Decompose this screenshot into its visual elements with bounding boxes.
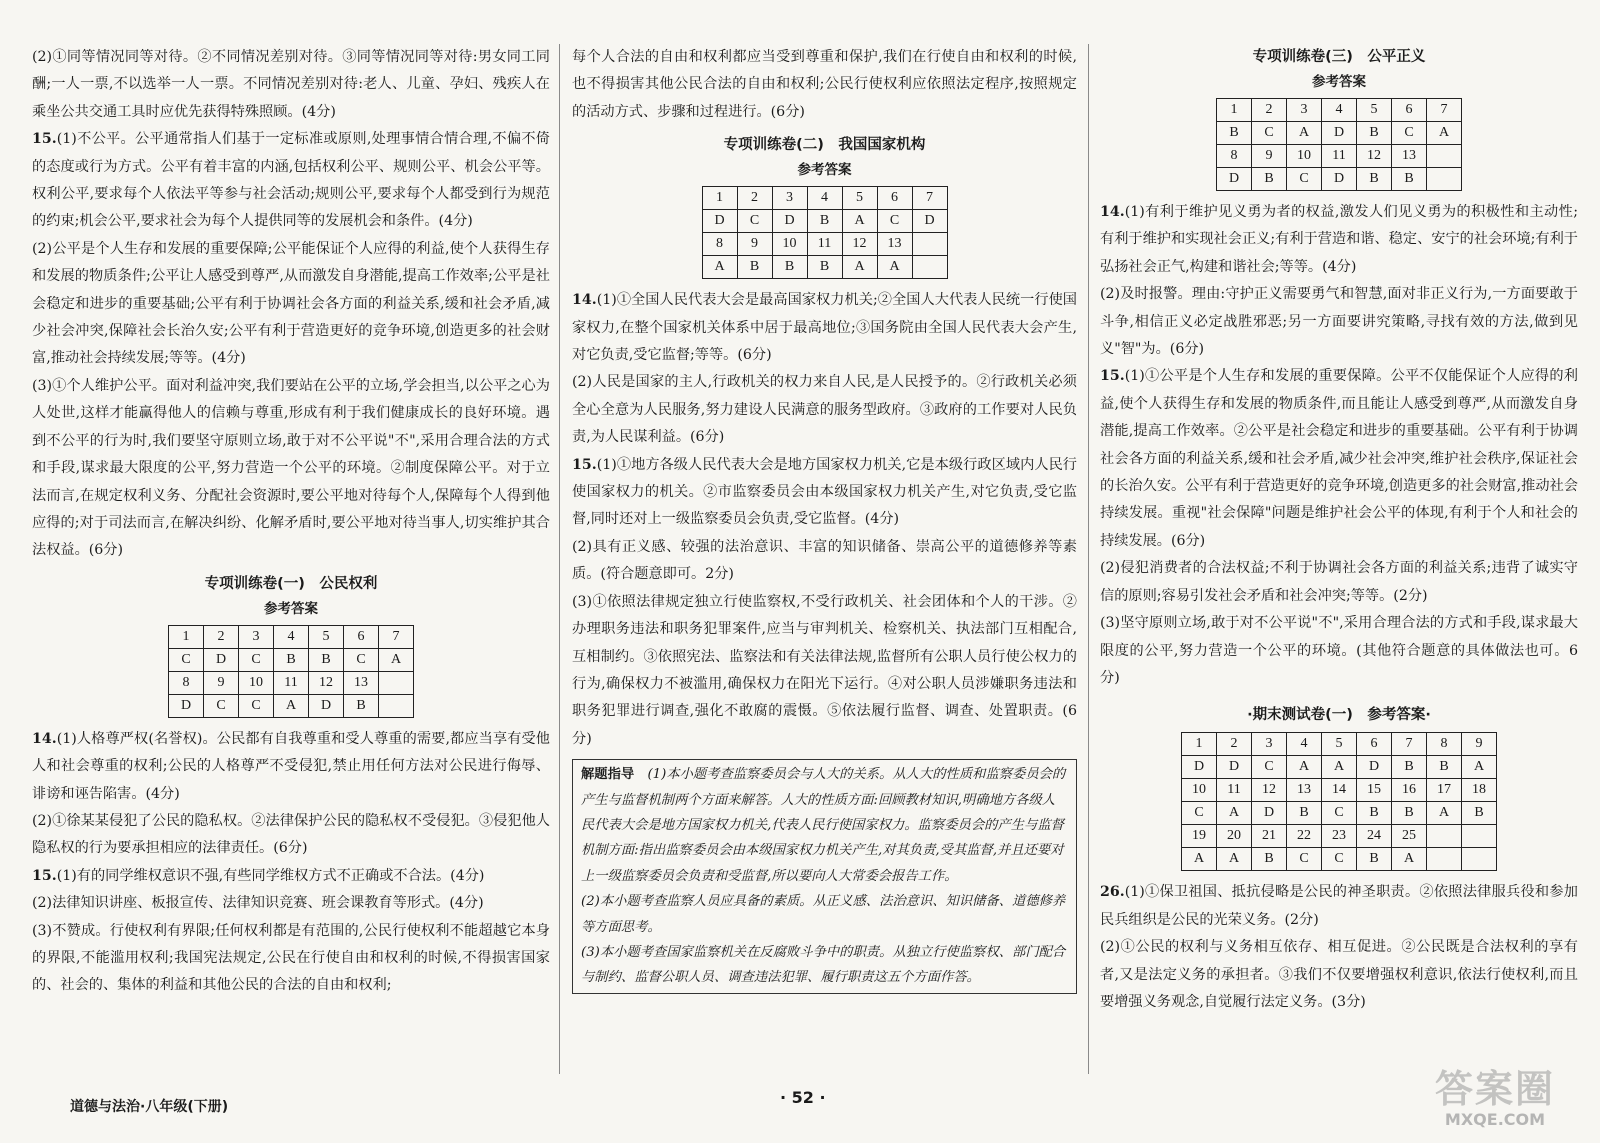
table-cell: A <box>842 256 877 279</box>
table-cell: B <box>737 256 772 279</box>
table-cell: B <box>1462 802 1497 825</box>
question-15 <box>1100 363 1578 555</box>
table-cell: 11 <box>274 671 309 694</box>
section-title: 专项训练卷(三) 公平正义 <box>1252 49 1426 65</box>
table-cell <box>1427 145 1462 168</box>
table-cell: B <box>807 256 842 279</box>
table-row <box>1182 779 1497 802</box>
table-cell: 11 <box>1217 779 1252 802</box>
table-cell: 8 <box>702 233 737 256</box>
table-row <box>1182 848 1497 871</box>
table-cell: 11 <box>1322 145 1357 168</box>
table-cell <box>1427 825 1462 848</box>
table-cell: 21 <box>1252 825 1287 848</box>
table-cell: C <box>344 648 379 671</box>
table-cell <box>1462 825 1497 848</box>
table-row <box>1182 802 1497 825</box>
table-cell: 19 <box>1182 825 1217 848</box>
paragraph: (2)及时报警。理由:守护正义需要勇气和智慧,面对非正义行为,一方面要敢于斗争,相信正义必定战胜邪恶;另一方面要讲究策略,寻找有效的方法,做到见义"智"为。(6分) <box>1100 286 1578 358</box>
table-row <box>1182 825 1497 848</box>
table-cell: A <box>1427 802 1462 825</box>
table-cell: 5 <box>842 187 877 210</box>
table-cell: A <box>1287 756 1322 779</box>
guide-paragraph: (2)本小题考查监察人员应具备的素质。从正义感、法治意识、知识储备、道德修养等方面思考。 <box>581 894 1066 935</box>
table-cell: A <box>1462 756 1497 779</box>
table-cell: C <box>737 210 772 233</box>
table-cell: 24 <box>1357 825 1392 848</box>
table-cell: 11 <box>807 233 842 256</box>
paragraph: (2)①同等情况同等对待。②不同情况差别对待。③同等情况同等对待:男女同工同酬;一人一票,不以选举一人一票。不同情况差别对待:老人、儿童、孕妇、残疾人在乘坐公共交通工具时应优先获得特殊照顾。(4分) <box>32 49 550 120</box>
column-left <box>32 44 550 1000</box>
table-cell: 8 <box>1427 733 1462 756</box>
table-cell: D <box>1217 168 1252 191</box>
table-cell: B <box>1392 756 1427 779</box>
table-row <box>169 694 414 717</box>
table-row <box>169 671 414 694</box>
table-cell: B <box>344 694 379 717</box>
table-cell: 12 <box>1252 779 1287 802</box>
paragraph: (3)①个人维护公平。面对利益冲突,我们要站在公平的立场,学会担当,以公平之心为人处世,这样才能赢得他人的信赖与尊重,形成有利于我们健康成长的良好环境。遇到不公平的行为时,我们要坚守原则立场,敢于对不公平说"不",采用合理合法的方式和手段,谋求最大限度的公平,努力营造一个公平的环境。②制度保障公平。对于立法而言,在规定权利义务、分配社会资源时,要公平地对待每个人,保障每个人得到他应得的;对于司法而言,在解决纠纷、化解矛盾时,要公平地对待当事人,切实维护其合法权益。(6分) <box>32 377 550 559</box>
table-cell: 18 <box>1462 779 1497 802</box>
table-cell <box>912 256 947 279</box>
table-cell: 9 <box>1462 733 1497 756</box>
table-cell <box>379 694 414 717</box>
table-cell: D <box>702 210 737 233</box>
table-cell: 15 <box>1357 779 1392 802</box>
table-cell: 1 <box>702 187 737 210</box>
table-cell: 10 <box>239 671 274 694</box>
table-cell: C <box>169 648 204 671</box>
table-row <box>169 648 414 671</box>
table-cell: B <box>1357 848 1392 871</box>
table-cell: C <box>1252 756 1287 779</box>
table-cell: 14 <box>1322 779 1357 802</box>
table-cell: D <box>1252 802 1287 825</box>
table-cell: A <box>1322 756 1357 779</box>
table-cell: 3 <box>1287 99 1322 122</box>
paragraph: (3)不赞成。行使权利有界限;任何权利都是有范围的,公民行使权利不能超越它本身的界限,不能滥用权利;我国宪法规定,公民在行使自由和权利的时候,不得损害国家的、社会的、集体的利益和其他公民的合法的自由和权利; <box>32 922 550 994</box>
table-row <box>1217 122 1462 145</box>
table-cell: C <box>1287 168 1322 191</box>
table-cell: C <box>239 648 274 671</box>
table-cell: 6 <box>1357 733 1392 756</box>
section-subtitle: 参考答案 <box>797 162 852 179</box>
table-cell: 23 <box>1322 825 1357 848</box>
answer-text: (1)有的同学维权意识不强,有些同学维权方式不正确或不合法。(4分) <box>56 867 485 884</box>
table-cell: 9 <box>737 233 772 256</box>
watermark-logo: 答案圈 <box>1434 1067 1555 1111</box>
table-cell: 1 <box>1217 99 1252 122</box>
table-cell: D <box>309 694 344 717</box>
table-cell: 7 <box>1392 733 1427 756</box>
section-title: 专项训练卷(一) 公民权利 <box>204 575 378 592</box>
table-cell <box>1462 848 1497 871</box>
table-cell: 9 <box>204 671 239 694</box>
table-cell: 16 <box>1392 779 1427 802</box>
question-26 <box>1100 879 1578 934</box>
table-cell: D <box>912 210 947 233</box>
answer-text: (1)①公平是个人生存和发展的重要保障。公平不仅能保证个人应得的利益,使个人获得生存和发展的物质条件,而且能让人感受到尊严,从而激发自身潜能,提高工作效率。②公平是社会稳定和进步的重要基础。公平有利于协调社会各方面的利益关系,缓和社会矛盾,减少社会冲突,维护社会秩序,保证社会的长治久安。公平有利于营造更好的竞争环境,创造更多的社会财富,推动社会持续发展。重视"社会保障"问题是维护社会公平的体现,有利于个人和社会的持续发展。(6分) <box>1100 368 1578 549</box>
answer-text: (1)①全国人民代表大会是最高国家权力机关;②全国人大代表人民统一行使国家权力,在整个国家机关体系中居于最高地位;③国务院由全国人民代表大会产生,对它负责,受它监督;等等。(6分) <box>572 292 1077 364</box>
table-cell: 8 <box>169 671 204 694</box>
paragraph: (2)①徐某某侵犯了公民的隐私权。②法律保护公民的隐私权不受侵犯。③侵犯他人隐私权的行为要承担相应的法律责任。(6分) <box>32 812 550 857</box>
table-cell: B <box>1357 122 1392 145</box>
table-cell: D <box>1322 168 1357 191</box>
paragraph: (2)人民是国家的主人,行政机关的权力来自人民,是人民授予的。②行政机关必须全心全意为人民服务,努力建设人民满意的服务型政府。③政府的工作要对人民负责,为人民谋利益。(6分) <box>572 374 1077 446</box>
question-number: 15. <box>32 131 57 148</box>
table-cell: B <box>772 256 807 279</box>
answer-text: (1)有利于维护见义勇为者的权益,激发人们见义勇为的积极性和主动性;有利于维护和实现社会正义;有利于营造和谐、稳定、安宁的社会环境;有利于弘扬社会正气,构建和谐社会;等等。(4分) <box>1100 204 1578 275</box>
table-cell: D <box>1182 756 1217 779</box>
table-cell: B <box>1392 802 1427 825</box>
table-cell: B <box>1357 802 1392 825</box>
table-cell <box>379 671 414 694</box>
question-15 <box>32 863 550 890</box>
table-cell: 6 <box>1392 99 1427 122</box>
table-cell: 13 <box>1392 145 1427 168</box>
table-cell: B <box>1357 168 1392 191</box>
question-14 <box>32 726 550 808</box>
table-cell: 4 <box>1287 733 1322 756</box>
answer-table <box>1181 732 1497 871</box>
question-14 <box>1100 199 1578 281</box>
table-cell: B <box>807 210 842 233</box>
table-cell: 2 <box>1217 733 1252 756</box>
table-cell: C <box>1182 802 1217 825</box>
table-cell: 13 <box>1287 779 1322 802</box>
table-cell <box>912 233 947 256</box>
table-cell: 4 <box>1322 99 1357 122</box>
paragraph: (2)法律知识讲座、板报宣传、法律知识竞赛、班会课教育等形式。(4分) <box>32 895 484 912</box>
table-cell: 4 <box>274 625 309 648</box>
guide-text: (1)本小题考查监察委员会与人大的关系。从人大的性质和监察委员会的产生与监督机制两个方面来解答。人大的性质方面:回顾教材知识,明确地方各级人民代表大会是地方国家权力机关,代表人民行使国家权力。监察委员会的产生与监督机制方面:指出监察委员会由本级国家权力机关产生,对其负责,受其监督,并且还要对上一级监察委员会负责和受监督,所以要向人大常委会报告工作。 <box>581 767 1066 884</box>
question-number: 14. <box>32 730 57 747</box>
table-cell: 5 <box>1357 99 1392 122</box>
table-row <box>1217 99 1462 122</box>
table-cell: A <box>1427 122 1462 145</box>
table-cell: 2 <box>737 187 772 210</box>
guide-paragraph: (3)本小题考查国家监察机关在反腐败斗争中的职责。从独立行使监察权、部门配合与制约、监督公职人员、调查违法犯罪、履行职责这五个方面作答。 <box>581 944 1066 986</box>
answer-text: (1)人格尊严权(名誉权)。公民都有自我尊重和受人尊重的需要,都应当享有受他人和社会尊重的权利;公民的人格尊严不受侵犯,禁止用任何方法对公民进行侮辱、诽谤和诬告陷害。(4分) <box>32 730 550 802</box>
book-title-footer: 道德与法治·八年级(下册) <box>70 1099 229 1115</box>
table-cell: B <box>274 648 309 671</box>
section-subtitle: 参考答案 <box>264 600 318 617</box>
table-cell: A <box>1392 848 1427 871</box>
table-cell: B <box>1287 802 1322 825</box>
table-row <box>702 233 947 256</box>
answer-text: (1)①地方各级人民代表大会是地方国家权力机关,它是本级行政区域内人民行使国家权力的机关。②市监察委员会由本级国家权力机关产生,对它负责,受它监督,同时还对上一级监察委员会负责,受它监督。(4分) <box>572 456 1077 528</box>
watermark <box>1420 1068 1570 1129</box>
table-cell: B <box>1217 122 1252 145</box>
question-number: 15. <box>32 867 57 884</box>
page-number: · 52 · <box>780 1088 826 1107</box>
table-cell: 5 <box>309 625 344 648</box>
question-number: 14. <box>572 292 597 309</box>
table-cell: D <box>1217 756 1252 779</box>
table-cell: D <box>169 694 204 717</box>
paragraph: (3)坚守原则立场,敢于对不公平说"不",采用合理合法的方式和手段,谋求最大限度的公平,努力营造一个公平的环境。(其他符合题意的具体做法也可。6分) <box>1100 615 1578 686</box>
table-cell: 12 <box>1357 145 1392 168</box>
table-cell: B <box>309 648 344 671</box>
table-cell: A <box>702 256 737 279</box>
table-row <box>1217 145 1462 168</box>
table-cell: 6 <box>344 625 379 648</box>
table-cell: 1 <box>1182 733 1217 756</box>
table-cell: 9 <box>1252 145 1287 168</box>
answer-table <box>1216 98 1462 191</box>
section-subtitle: 参考答案 <box>1312 74 1366 90</box>
table-cell: 17 <box>1427 779 1462 802</box>
question-number: 14. <box>1100 204 1125 220</box>
answer-table <box>702 186 948 279</box>
table-cell: 5 <box>1322 733 1357 756</box>
table-cell: 3 <box>772 187 807 210</box>
table-cell: 10 <box>1287 145 1322 168</box>
table-cell: D <box>1322 122 1357 145</box>
table-cell: 25 <box>1392 825 1427 848</box>
table-cell: D <box>204 648 239 671</box>
table-cell: 22 <box>1287 825 1322 848</box>
question-number: 26. <box>1100 884 1125 901</box>
paragraph: (3)①依照法律规定独立行使监察权,不受行政机关、社会团体和个人的干涉。②办理职务违法和职务犯罪案件,应当与审判机关、检察机关、执法部门互相配合,互相制约。③依照宪法、监察法和有关法律法规,监督所有公职人员行使公权力的行为,确保权力不被滥用,确保权力在阳光下运行。④对公职人员涉嫌职务违法和职务犯罪进行调查,强化不敢腐的震慑。⑤依法履行监督、调查、处置职责。(6分) <box>572 593 1077 747</box>
table-row <box>169 625 414 648</box>
table-cell: A <box>274 694 309 717</box>
table-cell: 1 <box>169 625 204 648</box>
answer-text: (1)不公平。公平通常指人们基于一定标准或原则,处理事情合情合理,不偏不倚的态度或行为方式。公平有着丰富的内涵,包括权利公平、规则公平、机会公平等。权利公平,要求每个人依法平等参与社会活动;规则公平,要求每个人都受到行为规范的约束;机会公平,要求社会为每个人提供同等的发展机会和条件。(4分) <box>32 131 550 230</box>
answer-table <box>168 625 414 718</box>
table-cell: 7 <box>379 625 414 648</box>
table-row <box>702 210 947 233</box>
table-cell <box>1427 848 1462 871</box>
question-15 <box>32 126 550 236</box>
table-cell: A <box>842 210 877 233</box>
table-cell: 10 <box>772 233 807 256</box>
question-number: 15. <box>572 456 597 473</box>
table-cell: A <box>1217 848 1252 871</box>
table-cell: 7 <box>1427 99 1462 122</box>
table-row <box>1182 756 1497 779</box>
table-cell: C <box>1392 122 1427 145</box>
paragraph: 每个人合法的自由和权利都应当受到尊重和保护,我们在行使自由和权利的时候,也不得损害其他公民合法的自由和权利;公民行使权利应依照法定程序,按照规定的活动方式、步骤和过程进行。(6分) <box>572 49 1077 120</box>
paragraph: (2)侵犯消费者的合法权益;不利于协调社会各方面的利益关系;违背了诚实守信的原则;容易引发社会矛盾和社会冲突;等等。(2分) <box>1100 560 1578 604</box>
table-cell: 3 <box>1252 733 1287 756</box>
table-cell: A <box>877 256 912 279</box>
table-cell: B <box>1252 848 1287 871</box>
table-cell: A <box>379 648 414 671</box>
table-cell: C <box>204 694 239 717</box>
section-title: ·期末测试卷(一) 参考答案· <box>1247 707 1431 724</box>
section-title: 专项训练卷(二) 我国国家机构 <box>723 137 926 154</box>
table-cell: 13 <box>877 233 912 256</box>
table-cell: 10 <box>1182 779 1217 802</box>
table-cell: D <box>1357 756 1392 779</box>
question-15 <box>572 452 1077 534</box>
paragraph: (2)公平是个人生存和发展的重要保障;公平能保证个人应得的利益,使个人获得生存和发展的物质条件;公平让人感受到尊严,从而激发自身潜能,提高工作效率;公平是社会稳定和进步的重要基础;公平有利于协调社会各方面的利益关系,缓和社会矛盾,减少社会冲突,保障社会长治久安;公平有利于营造更好的竞争环境,创造更多的社会财富,推动社会持续发展;等等。(4分) <box>32 240 550 367</box>
table-cell: C <box>1322 848 1357 871</box>
table-cell: 12 <box>842 233 877 256</box>
table-cell: 2 <box>1252 99 1287 122</box>
table-row <box>1217 168 1462 191</box>
table-cell: D <box>772 210 807 233</box>
table-cell: 20 <box>1217 825 1252 848</box>
guide-label: 解题指导 <box>581 767 635 783</box>
table-row <box>702 187 947 210</box>
table-cell: 7 <box>912 187 947 210</box>
question-14 <box>572 287 1077 369</box>
solution-guide-box <box>572 759 1077 994</box>
table-cell: A <box>1217 802 1252 825</box>
table-cell: C <box>1252 122 1287 145</box>
table-cell: 6 <box>877 187 912 210</box>
table-cell: 4 <box>807 187 842 210</box>
table-cell: A <box>1287 122 1322 145</box>
table-cell: C <box>239 694 274 717</box>
answer-text: (1)①保卫祖国、抵抗侵略是公民的神圣职责。②依照法律服兵役和参加民兵组织是公民的光荣义务。(2分) <box>1100 884 1578 928</box>
paragraph: (2)具有正义感、较强的法治意识、丰富的知识储备、崇高公平的道德修养等素质。(符合题意即可。2分) <box>572 538 1077 583</box>
table-cell: B <box>1427 756 1462 779</box>
column-divider <box>1088 44 1089 1074</box>
column-right <box>1100 44 1578 1016</box>
table-cell <box>1427 168 1462 191</box>
table-row <box>702 256 947 279</box>
table-cell: 8 <box>1217 145 1252 168</box>
paragraph: (2)①公民的权利与义务相互依存、相互促进。②公民既是合法权利的享有者,又是法定义务的承担者。③我们不仅要增强权利意识,依法行使权利,而且要增强义务观念,自觉履行法定义务。(3分) <box>1100 939 1578 1010</box>
table-cell: C <box>1287 848 1322 871</box>
table-cell: B <box>1252 168 1287 191</box>
guide-paragraph <box>581 762 1068 889</box>
table-cell: 13 <box>344 671 379 694</box>
table-cell: C <box>877 210 912 233</box>
question-number: 15. <box>1100 368 1125 385</box>
table-cell: 2 <box>204 625 239 648</box>
column-middle <box>572 44 1077 994</box>
table-row <box>1182 733 1497 756</box>
watermark-url: MXQE.COM <box>1444 1110 1546 1129</box>
table-cell: A <box>1182 848 1217 871</box>
table-cell: 12 <box>309 671 344 694</box>
column-divider <box>559 44 560 1074</box>
table-cell: B <box>1392 168 1427 191</box>
table-cell: C <box>1322 802 1357 825</box>
table-cell: 3 <box>239 625 274 648</box>
